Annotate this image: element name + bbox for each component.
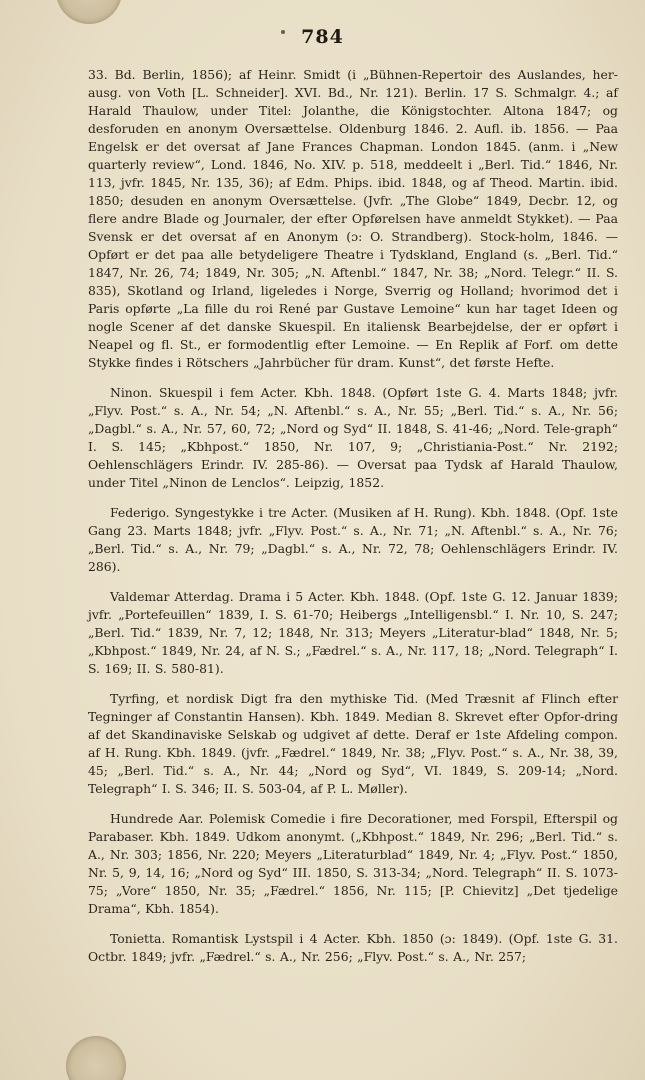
paragraph-ninon: Ninon. Skuespil i fem Acter. Kbh. 1848. (Opført 1ste G. 4. Marts 1848; jvfr. „Flyv. Post.“ s. A., Nr. 54; „N. Aftenbl.“ s. A., Nr. 55; „Berl. Tid.“ s. A., Nr. 56; „Dagbl.“ s. A., Nr. 57, 60, 72; „Nord og Syd“ II. 1848, S. 41-46; „Nord. Tele-graph“ I. S. 145; „Kbhpost.“ 1850, Nr. 107, 9; „Christiania-Post.“ Nr. 2192; Oehlenschlägers Erindr. IV. 285-86). — Oversat paa Tydsk af Harald Thaulow, under Titel „Ninon de Lenclos“. Leipzig, 1852. <box>88 385 618 490</box>
paragraph-tonietta: Tonietta. Romantisk Lystspil i 4 Acter. Kbh. 1850 (ɔ: 1849). (Opf. 1ste G. 31. Octbr. 1849; jvfr. „Fædrel.“ s. A., Nr. 256; „Flyv. Post.“ s. A., Nr. 257; <box>88 931 618 964</box>
punch-hole-top <box>56 0 122 24</box>
paragraph-federigo: Federigo. Syngestykke i tre Acter. (Musiken af H. Rung). Kbh. 1848. (Opf. 1ste Gang 23. Marts 1848; jvfr. „Flyv. Post.“ s. A., Nr. 71; „N. Aftenbl.“ s. A., Nr. 76; „Berl. Tid.“ s. A., Nr. 79; „Dagbl.“ s. A., Nr. 72, 78; Oehlenschlägers Erindr. IV. 286). <box>88 505 618 574</box>
paragraph-valdemar-atterdag: Valdemar Atterdag. Drama i 5 Acter. Kbh. 1848. (Opf. 1ste G. 12. Januar 1839; jvfr. „Portefeuillen“ 1839, I. S. 61-70; Heibergs „Intelligensbl.“ I. Nr. 10, S. 247; „Berl. Tid.“ 1839, Nr. 7, 12; 1848, Nr. 313; Meyers „Literatur-blad“ 1848, Nr. 5; „Kbhpost.“ 1849, Nr. 24, af N. S.; „Fædrel.“ s. A., Nr. 117, 18; „Nord. Telegraph“ I. S. 169; II. S. 580-81). <box>88 589 618 676</box>
paragraph-continuation: 33. Bd. Berlin, 1856); af Heinr. Smidt (i „Bühnen-Repertoir des Auslandes, her-ausg. von Voth [L. Schneider]. XVI. Bd., Nr. 121). Berlin. 17 S. Schmalgr. 4.; af Harald Thaulow, under Titel: Jolanthe, die Königstochter. Altona 1847; og desforuden en anonym Oversættelse. Oldenburg 1846. 2. Aufl. ib. 1856. — Paa Engelsk er det oversat af Jane Frances Chapman. London 1845. (anm. i „New quarterly review“, Lond. 1846, No. XIV. p. 518, meddeelt i „Berl. Tid.“ 1846, Nr. 113, jvfr. 1845, Nr. 135, 36); af Edm. Phips. ibid. 1848, og af Theod. Martin. ibid. 1850; desuden en anonym Oversættelse. (Jvfr. „The Globe“ 1849, Decbr. 12, og flere andre Blade og Journaler, der efter Opførelsen have anmeldt Stykket). — Paa Svensk er det oversat af en Anonym (ɔ: O. Strandberg). Stock-holm, 1846. — Opført er det paa alle betydeligere Theatre i Tydskland, England (s. „Berl. Tid.“ 1847, Nr. 26, 74; 1849, Nr. 305; „N. Aftenbl.“ 1847, Nr. 38; „Nord. Telegr.“ II. S. 835), Skotland og Irland, ligeledes i Norge, Sverrig og Holland; hvorimod det i Paris opførte „La fille du roi René par Gustave Lemoine“ kun har taget Ideen og nogle Scener af det danske Skuespil. En italiensk Bearbejdelse, der er opført i Neapel og fl. St., er formodentlig efter Lemoine. — En Replik af Forf. om dette Stykke findes i Rötschers „Jahrbücher für dram. Kunst“, det første Hefte. <box>88 67 618 370</box>
page-body <box>88 66 618 978</box>
paragraph-hundrede-aar: Hundrede Aar. Polemisk Comedie i fire Decorationer, med Forspil, Efterspil og Parabaser. Kbh. 1849. Udkom anonymt. („Kbhpost.“ 1849, Nr. 296; „Berl. Tid.“ s. A., Nr. 303; 1856, Nr. 220; Meyers „Literaturblad“ 1849, Nr. 4; „Flyv. Post.“ 1850, Nr. 5, 9, 14, 16; „Nord og Syd“ III. 1850, S. 313-34; „Nord. Telegraph“ II. S. 1073-75; „Vore“ 1850, Nr. 35; „Fædrel.“ 1856, Nr. 115; [P. Chievitz] „Det tjedelige Drama“, Kbh. 1854). <box>88 811 618 916</box>
punch-hole-bottom <box>66 1036 126 1080</box>
page-number: 784 <box>301 26 344 48</box>
paragraph-tyrfing: Tyrfing, et nordisk Digt fra den mythiske Tid. (Med Træsnit af Flinch efter Tegninger af Constantin Hansen). Kbh. 1849. Median 8. Skrevet efter Opfor-dring af det Skandinaviske Selskab og udgivet af dette. Deraf er 1ste Afdeling compon. af H. Rung. Kbh. 1849. (jvfr. „Fædrel.“ 1849, Nr. 38; „Flyv. Post.“ s. A., Nr. 38, 39, 45; „Berl. Tid.“ s. A., Nr. 44; „Nord og Syd“, VI. 1849, S. 209-14; „Nord. Telegraph“ I. S. 346; II. S. 503-04, af P. L. Møller). <box>88 691 618 796</box>
